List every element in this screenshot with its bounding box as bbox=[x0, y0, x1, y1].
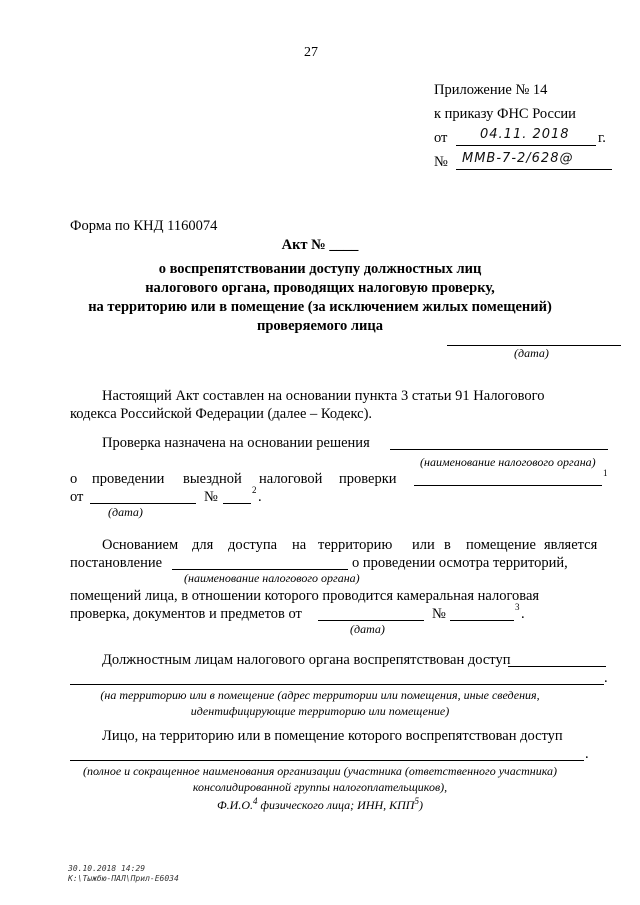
form-code: Форма по КНД 1160074 bbox=[70, 218, 218, 234]
p3-word-3: доступа bbox=[228, 537, 278, 553]
p3-word-4: на bbox=[292, 537, 307, 553]
p3-no: № bbox=[432, 606, 446, 622]
footnote-1: 1 bbox=[603, 468, 608, 478]
p4-dot: . bbox=[604, 670, 608, 686]
appendix-no-label: № bbox=[434, 154, 448, 170]
p5-line1: Лицо, на территорию или в помещение которого воспрепятствован доступ bbox=[102, 728, 563, 744]
p3-word-8: помещение bbox=[466, 537, 536, 553]
footnote-5: 5 bbox=[414, 796, 419, 806]
appendix-date-line bbox=[456, 145, 596, 146]
footnote-3: 3 bbox=[515, 602, 520, 612]
p3-line4a: проверка, документов и предметов от bbox=[70, 606, 302, 622]
p5-person-line bbox=[70, 760, 584, 761]
p5-caption1: (полное и сокращенное наименования организации (участника (ответственного участника) bbox=[82, 764, 558, 778]
p2-word-1: о bbox=[70, 471, 78, 487]
p3-date-caption: (дата) bbox=[350, 622, 385, 636]
appendix-from-label: от bbox=[434, 130, 448, 146]
p3-org-line bbox=[172, 569, 348, 570]
act-date-caption: (дата) bbox=[514, 346, 549, 360]
p2-number-line bbox=[223, 503, 251, 504]
p2-dot: . bbox=[258, 489, 262, 505]
p3-word-6: или bbox=[412, 537, 435, 553]
footer-file-path: К:\Тыжбю-ПАЛ\Прил-Е6034 bbox=[68, 874, 179, 883]
p5-caption2: консолидированной группы налогоплательщиков), bbox=[192, 780, 448, 794]
p3-number-line bbox=[450, 620, 514, 621]
appendix-year-suffix: г. bbox=[598, 130, 606, 146]
p2-no: № bbox=[204, 489, 218, 505]
p3-line2a: постановление bbox=[70, 555, 163, 571]
page-number: 27 bbox=[304, 45, 318, 60]
appendix-number-handwritten: ММВ-7-2/628@ bbox=[462, 151, 574, 166]
p4-caption1: (на территорию или в помещение (адрес территории или помещения, иные сведения, bbox=[100, 688, 540, 702]
p5-caption3: Ф.И.О.$^4$ физического лица; ИНН, КПП$^5$) bbox=[217, 796, 423, 812]
p3-word-7: в bbox=[444, 537, 451, 553]
footer-timestamp: 30.10.2018 14:29 bbox=[68, 864, 146, 873]
footnote-4: 4 bbox=[253, 796, 258, 806]
p2-decision-line bbox=[390, 449, 608, 450]
p4-access-line-long bbox=[70, 684, 604, 685]
p3-line2b: о проведении осмотра территорий, bbox=[352, 555, 568, 571]
p1-line2: кодекса Российской Федерации (далее – Кодекс). bbox=[70, 406, 373, 422]
title-line3: на территорию или в помещение (за исключением жилых помещений) bbox=[88, 299, 552, 315]
p3-dot: . bbox=[521, 606, 525, 622]
p3-org-caption: (наименование налогового органа) bbox=[184, 571, 360, 585]
p2-word-3: выездной bbox=[183, 471, 242, 487]
appendix-line2: к приказу ФНС России bbox=[434, 106, 576, 122]
p3-word-2: для bbox=[192, 537, 214, 553]
p2-word-4: налоговой bbox=[259, 471, 323, 487]
title-line2: налогового органа, проводящих налоговую проверку, bbox=[145, 280, 495, 296]
appendix-number-line bbox=[456, 169, 612, 170]
p2-org-caption: (наименование налогового органа) bbox=[420, 455, 596, 469]
p5-dot: . bbox=[585, 746, 589, 762]
p3-word-1: Основанием bbox=[102, 537, 179, 553]
p2-word-5: проверки bbox=[339, 471, 397, 487]
p4-line1: Должностным лицам налогового органа воспрепятствован доступ bbox=[102, 652, 511, 668]
p2-org-line bbox=[414, 485, 602, 486]
appendix-line1: Приложение № 14 bbox=[434, 82, 548, 98]
p3-word-5: территорию bbox=[318, 537, 393, 553]
p4-access-line-short bbox=[508, 666, 606, 667]
p3-word-9: является bbox=[544, 537, 598, 553]
appendix-date-handwritten: 04.11. 2018 bbox=[480, 127, 570, 142]
p1-line1: Настоящий Акт составлен на основании пункта 3 статьи 91 Налогового bbox=[102, 388, 545, 404]
p2-date-caption: (дата) bbox=[108, 505, 143, 519]
footnote-2: 2 bbox=[252, 485, 257, 495]
p3-line3: помещений лица, в отношении которого проводится камеральная налоговая bbox=[70, 588, 540, 604]
p2-line1: Проверка назначена на основании решения bbox=[102, 435, 370, 451]
act-title: Акт № ____ bbox=[281, 237, 359, 253]
p3-date-line bbox=[318, 620, 424, 621]
p2-date-line bbox=[90, 503, 196, 504]
p2-word-2: проведении bbox=[92, 471, 165, 487]
p2-from: от bbox=[70, 489, 84, 505]
title-line4: проверяемого лица bbox=[256, 318, 384, 334]
p4-caption2: идентифицирующие территорию или помещение) bbox=[190, 704, 450, 718]
title-line1: о воспрепятствовании доступу должностных лиц bbox=[158, 261, 482, 277]
